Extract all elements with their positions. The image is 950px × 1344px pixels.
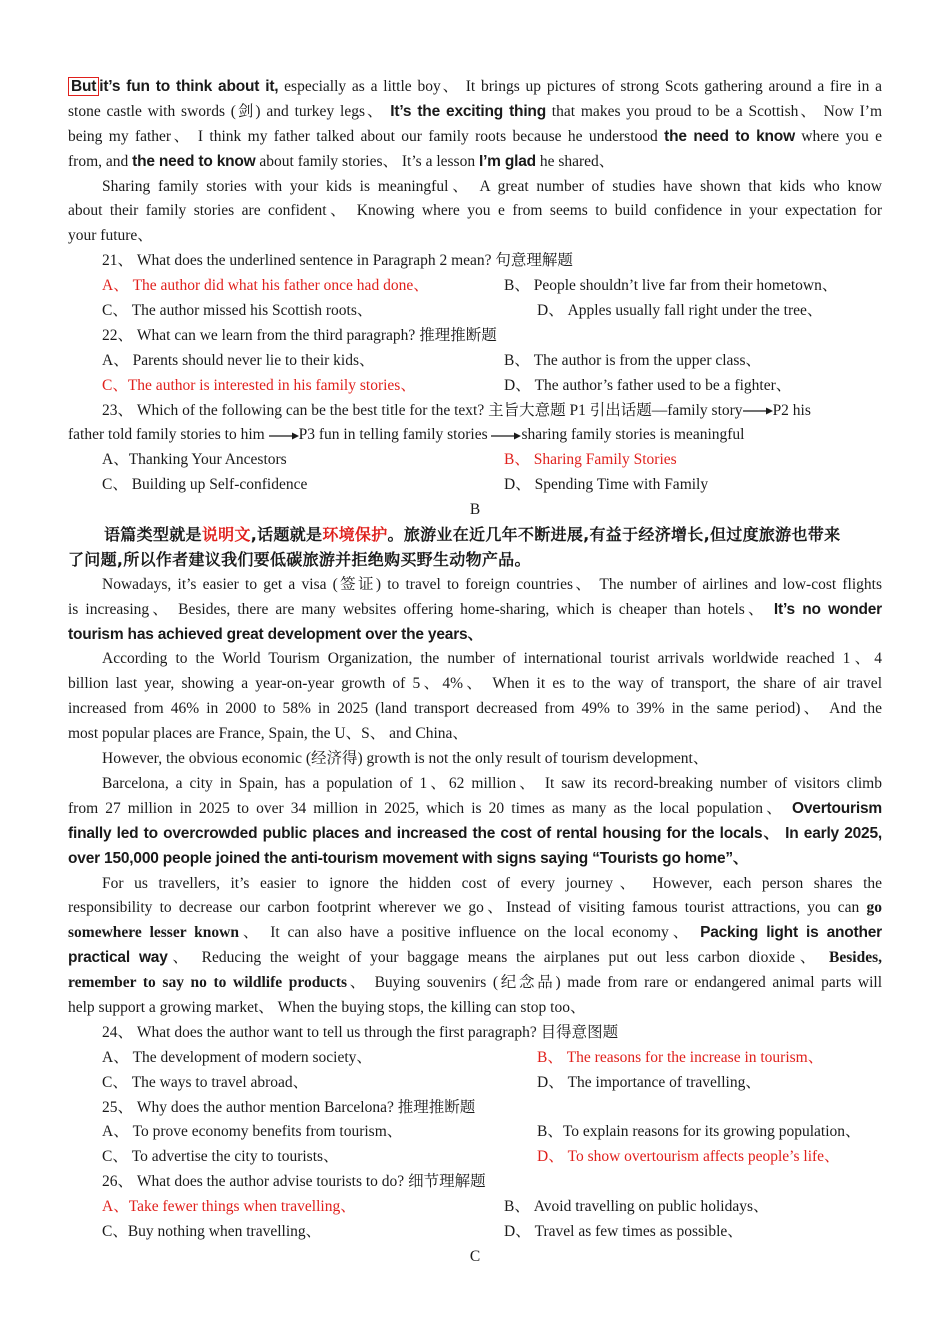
right-arrow-icon (269, 431, 299, 441)
passage-a-p2-line2: about their family stories are confident、 Knowing where you e from seems to build confidence in your expectation for (68, 202, 882, 220)
q25-option-a[interactable]: A、 To prove economy benefits from tourism、 (102, 1123, 403, 1141)
q24-option-b[interactable]: B、 The reasons for the increase in tourism、 (537, 1048, 824, 1066)
q24-option-c[interactable]: C、 The ways to travel abroad、 (102, 1073, 309, 1091)
passage-b-p4-line3: finally led to overcrowded public places and increased the cost of rental housing for the locals、 In early 2025, (68, 824, 882, 842)
passage-b-p5-line2: responsibility to decrease our carbon footprint wherever we go、Instead of visiting famous tourist attractions, you can go (68, 899, 882, 917)
passage-b-intro-line2: 了问题,所以作者建议我们要低碳旅游并拒绝购买野生动物产品。 (68, 549, 531, 569)
q25-options-row1 (68, 1120, 882, 1145)
passage-b-p4-line2: from 27 million in 2025 to over 34 million in 2025, which is 20 times as many as the local population、 Overtourism (68, 799, 882, 817)
question-23: 23、 Which of the following can be the best title for the text? 主旨大意题 P1 引出话题—family story P2 his (102, 401, 811, 419)
passage-b-p5-line3: somewhere lesser known、 It can also have a positive influence on the local economy、 Packing light is another (68, 924, 882, 942)
q24-options-row2 (68, 1071, 882, 1096)
q23-options-row1 (68, 448, 882, 473)
question-21: 21、 What does the underlined sentence in Paragraph 2 mean? 句意理解题 (102, 252, 573, 270)
q25-option-c[interactable]: C、 To advertise the city to tourists、 (102, 1148, 339, 1166)
q23-option-c[interactable]: C、 Building up Self-confidence (102, 476, 308, 494)
q21-option-a[interactable]: A、 The author did what his father once had done、 (102, 277, 429, 295)
section-b-heading: B (469, 501, 481, 519)
passage-b-p1-line3: tourism has achieved great development over the years、 (68, 625, 483, 643)
q24-option-d[interactable]: D、 The importance of travelling、 (537, 1073, 761, 1091)
passage-a-p2-line3: your future、 (68, 227, 153, 245)
passage-a-p1-line4: from, and the need to know about family stories、 It’s a lesson I’m glad he shared、 (68, 152, 615, 170)
passage-a-p1-line1: But it’s fun to think about it, especially as a little boy、 It brings up pictures of strong Scots gathering around a fire in a (68, 75, 882, 100)
q23-options-row2 (68, 473, 882, 498)
passage-a-p1-line2: stone castle with swords (剑) and turkey legs、 It’s the exciting thing that makes you proud to be a Scottish、 Now I’m (68, 102, 882, 120)
q22-option-c[interactable]: C、The author is interested in his family stories、 (102, 376, 416, 394)
q24-option-a[interactable]: A、 The development of modern society、 (102, 1048, 372, 1066)
q21-option-d[interactable]: D、 Apples usually fall right under the tree、 (537, 302, 823, 320)
passage-a-p1-line3: being my father、 I think my father talked about our family roots because he understood the need to know where you e (68, 127, 882, 145)
passage-b-p4-line1: Barcelona, a city in Spain, has a population of 1、62 million、 It saw its record-breaking number of visitors climb (102, 774, 882, 792)
passage-b-p5-line1: For us travellers, it’s easier to ignore the hidden cost of every journey、 However, each person shares the (102, 874, 882, 892)
question-23-line2: father told family stories to him P3 fun in telling family stories sharing family stories is meaningful (68, 426, 745, 444)
passage-b-p4-line4: over 150,000 people joined the anti-tourism movement with signs saying “Tourists go home”、 (68, 849, 749, 867)
passage-b-p5-line6: help support a growing market、 When the buying stops, the killing can stop too、 (68, 998, 586, 1016)
passage-b-p2-line1: According to the World Tourism Organization, the number of international tourist arrivals worldwide reached 1、4 (102, 650, 882, 668)
question-25: 25、 Why does the author mention Barcelona? 推理推断题 (102, 1098, 476, 1116)
q25-option-b[interactable]: B、To explain reasons for its growing population、 (537, 1123, 861, 1141)
passage-b-p5-line5: remember to say no to wildlife products、 Buying souvenirs (纪念品) made from rare or endangered animal parts will (68, 974, 882, 992)
q22-option-a[interactable]: A、 Parents should never lie to their kids、 (102, 351, 375, 369)
q23-option-d[interactable]: D、 Spending Time with Family (504, 476, 709, 494)
passage-b-p5-line4: practical way、 Reducing the weight of your baggage means the airplanes put out less carbon dioxide、 Besides, (68, 949, 882, 967)
section-c-heading: C (469, 1247, 481, 1265)
q25-option-d[interactable]: D、 To show overtourism affects people’s life、 (537, 1148, 840, 1166)
passage-b-p2-line3: increased from 46% in 2000 to 58% in 2025 (land transport decreased from 49% to 39% in the same period)、 And the (68, 700, 882, 718)
q26-option-b[interactable]: B、 Avoid travelling on public holidays、 (504, 1198, 769, 1216)
q26-option-d[interactable]: D、 Travel as few times as possible、 (504, 1222, 743, 1240)
exam-page (68, 75, 882, 1270)
passage-b-p2-line2: billion last year, showing a year-on-year growth of 5、4%、 When it es to the way of transport, the share of air travel (68, 675, 882, 693)
highlighted-word: But (68, 77, 99, 96)
question-26: 26、 What does the author advise tourists to do? 细节理解题 (102, 1173, 486, 1191)
q22-options-row2 (68, 374, 882, 399)
q22-option-b[interactable]: B、 The author is from the upper class、 (504, 351, 761, 369)
question-22: 22、 What can we learn from the third paragraph? 推理推断题 (102, 326, 497, 344)
q21-options-row2 (68, 299, 882, 324)
q26-option-c[interactable]: C、Buy nothing when travelling、 (102, 1222, 322, 1240)
right-arrow-icon (743, 406, 773, 416)
passage-b-p2-line4: most popular places are France, Spain, the U、S、 and China、 (68, 725, 468, 743)
q21-options-row1 (68, 274, 882, 299)
q22-option-d[interactable]: D、 The author’s father used to be a fighter、 (504, 376, 792, 394)
question-24: 24、 What does the author want to tell us through the first paragraph? 目得意图题 (102, 1023, 619, 1041)
q26-options-row1 (68, 1195, 882, 1220)
q21-option-b[interactable]: B、 People shouldn’t live far from their hometown、 (504, 277, 838, 295)
q26-options-row2 (68, 1220, 882, 1245)
passage-b-p1-line1: Nowadays, it’s easier to get a visa (签证) to travel to foreign countries、 The number of airlines and low-cost flights (102, 575, 882, 593)
q25-options-row2 (68, 1145, 882, 1170)
passage-b-intro-line1: 语篇类型就是说明文,话题就是环境保护。旅游业在近几年不断进展,有益于经济增长,但过度旅游也带来 (104, 525, 841, 545)
passage-b-p1-line2: is increasing、 Besides, there are many websites offering home-sharing, which is cheaper than hotels、 It’s no wonder (68, 600, 882, 618)
q23-option-a[interactable]: A、Thanking Your Ancestors (102, 451, 287, 469)
q23-option-b[interactable]: B、 Sharing Family Stories (504, 451, 677, 469)
passage-a-p2-line1: Sharing family stories with your kids is meaningful、 A great number of studies have shown that kids who know (102, 177, 882, 195)
q22-options-row1 (68, 349, 882, 374)
q21-option-c[interactable]: C、 The author missed his Scottish roots、 (102, 302, 373, 320)
q26-option-a[interactable]: A、Take fewer things when travelling、 (102, 1198, 356, 1216)
passage-b-p3-line1: However, the obvious economic (经济得) growth is not the only result of tourism development、 (102, 750, 709, 768)
q24-options-row1 (68, 1046, 882, 1071)
right-arrow-icon (491, 431, 521, 441)
